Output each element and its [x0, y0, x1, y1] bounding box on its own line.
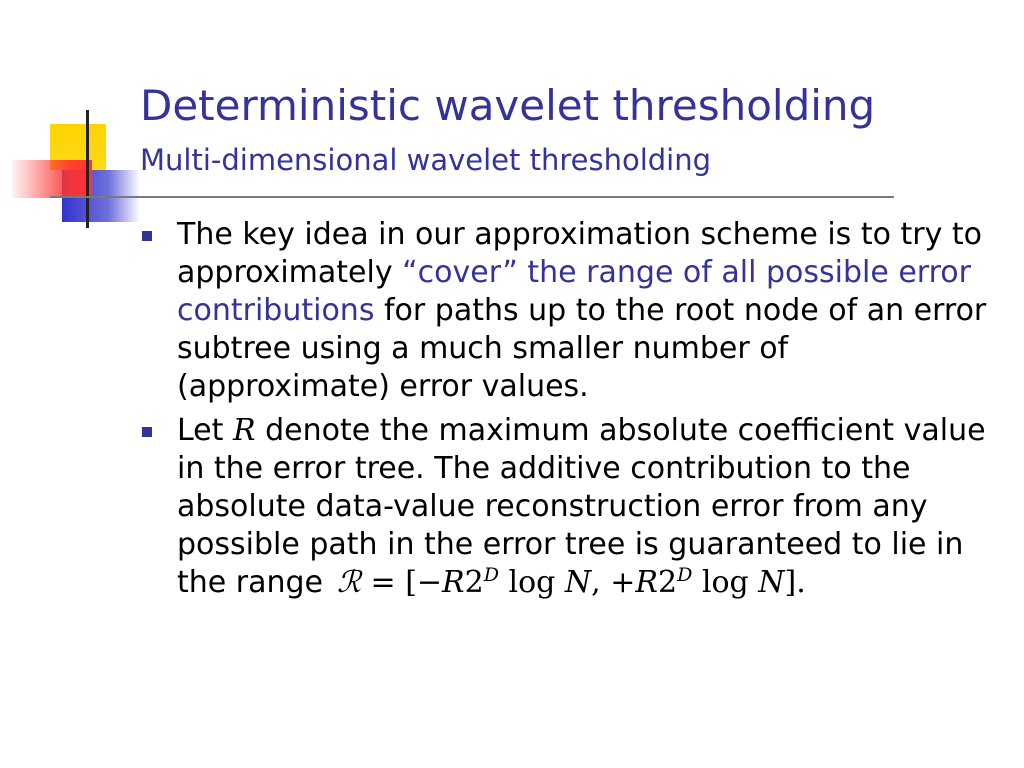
square-bullet-icon — [142, 231, 152, 241]
bullet-text: for paths up to the root node of an error subtree using a much smaller number of (approximate) error values. — [177, 293, 987, 404]
bullet-item-range — [140, 412, 990, 602]
bullet-item-key-idea — [140, 216, 990, 406]
square-bullet-icon — [142, 427, 152, 437]
logo-red-square — [12, 160, 92, 198]
range-formula: ℛ = [$-R2^D$ log N, $+R2^D$ log N]. — [337, 564, 806, 600]
variable-r: R — [232, 413, 256, 448]
bullet-text: denote the maximum absolute coefficient value in the error tree. The additive contribution to the absolute data-value reconstruction error from any possible path in the error tree is guaranteed to lie in the range — [177, 413, 986, 600]
bullet-text: The key idea in our approximation scheme is to try to approximately — [177, 217, 983, 290]
slide-title: Deterministic wavelet thresholding — [140, 81, 876, 130]
bullet-list — [140, 216, 990, 608]
colored-squares-logo — [0, 0, 150, 240]
title-divider — [50, 196, 894, 198]
bullet-text: Let — [177, 413, 233, 448]
slide-subtitle: Multi-dimensional wavelet thresholding — [140, 143, 712, 177]
logo-vertical-line — [86, 110, 89, 228]
bullet-highlight-text: “cover” the range of all possible error contributions — [177, 255, 971, 328]
